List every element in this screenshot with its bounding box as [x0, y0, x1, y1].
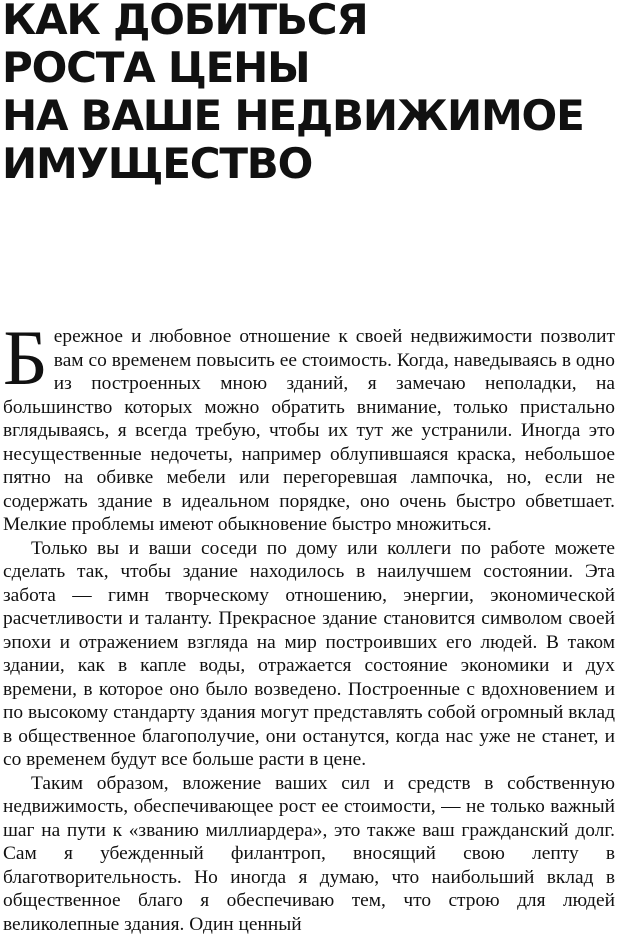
chapter-body [3, 325, 615, 936]
chapter-title-line: КАК ДОБИТЬСЯ [2, 0, 612, 44]
chapter-title-line: ИМУЩЕСТВО [2, 140, 612, 188]
chapter-title-line: НА ВАШЕ НЕДВИЖИМОЕ [2, 92, 612, 140]
paragraph [3, 325, 615, 537]
chapter-title-line: РОСТА ЦЕНЫ [2, 44, 612, 92]
paragraph-text: ережное и любовное отношение к своей недвижимости позволит вам со временем повысить ее стоимость. Когда, наведываясь в одно из построенных мною зданий, я замечаю неполадки, на большинство которых можно обратить внимание, только пристально вглядываясь, я всегда требую, чтобы их тут же устранили. Иногда это несущественные недочеты, например облупившаяся краска, небольшое пятно на обивке мебели или перегоревшая лампочка, но, если не содержать здание в идеальном порядке, оно очень быстро обветшает. Мелкие проблемы имеют обыкновение быстро множиться. [3, 326, 615, 535]
chapter-title [2, 0, 612, 188]
drop-cap-letter: Б [3, 327, 48, 389]
paragraph: Только вы и ваши соседи по дому или коллеги по работе можете сделать так, чтобы здание находилось в наилучшем состоянии. Эта забота — гимн творческому отношению, энергии, экономической расчетливости и таланту. Прекрасное здание становится символом своей эпохи и отражением взгляда на мир построивших его людей. В таком здании, как в капле воды, отражается состояние экономики и дух времени, в которое оно было возведено. Построенные с вдохновением и по высокому стандарту здания могут представлять собой огромный вклад в общественное благополучие, они останутся, когда нас уже не станет, и со временем будут все больше расти в цене. [3, 537, 615, 772]
paragraph: Таким образом, вложение ваших сил и средств в собственную недвижимость, обеспечивающее рост ее стоимости, — не только важный шаг на пути к «званию миллиардера», это также ваш гражданский долг. Сам я убежденный филантроп, вносящий свою лепту в благотворительность. Но иногда я думаю, что наибольший вклад в общественное благо я обеспечиваю тем, что строю для людей великолепные здания. Один ценный [3, 772, 615, 936]
